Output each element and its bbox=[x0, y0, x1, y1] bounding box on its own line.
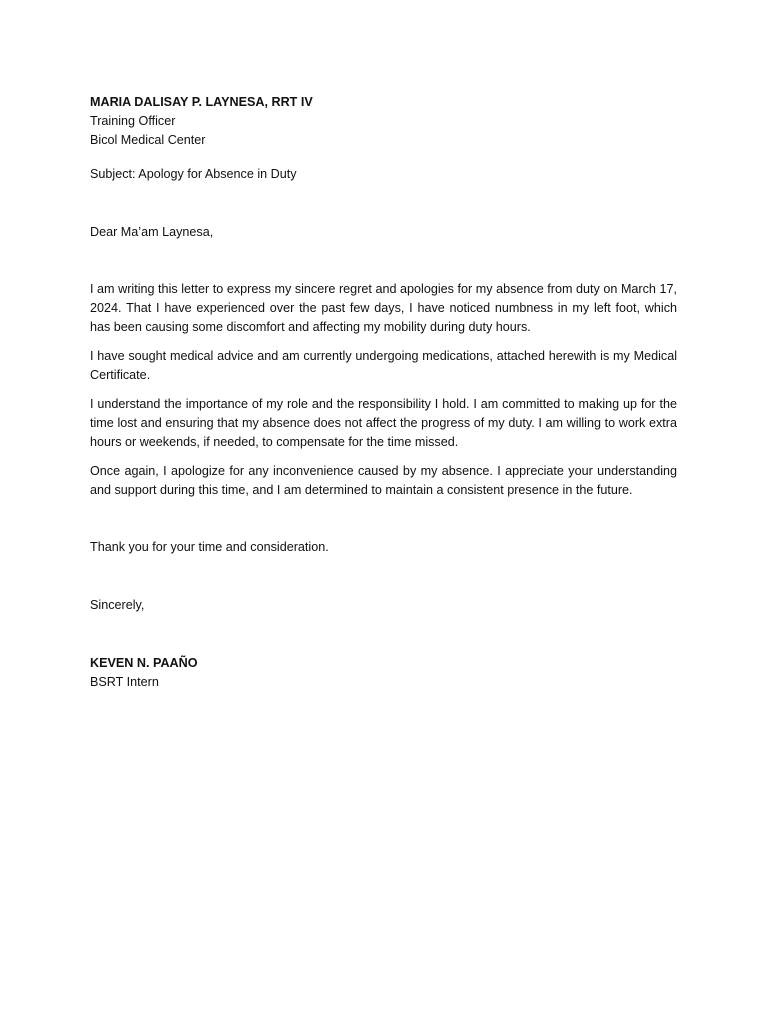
letter-paragraphs bbox=[90, 280, 677, 500]
paragraph: I understand the importance of my role and the responsibility I hold. I am committed to making up for the time lost and ensuring that my absence does not affect the progress of my duty. I am willing to work extra hours or weekends, if needed, to compensate for the time missed. bbox=[90, 397, 677, 449]
letter-body bbox=[90, 93, 677, 692]
paragraph: Once again, I apologize for any inconvenience caused by my absence. I appreciate your understanding and support during this time, and I am determined to maintain a consistent presence in the future. bbox=[90, 464, 677, 497]
subject-text: Subject: Apology for Absence in Duty bbox=[90, 167, 297, 181]
salutation bbox=[90, 223, 677, 242]
recipient-name: MARIA DALISAY P. LAYNESA, RRT IV bbox=[90, 95, 313, 109]
closing-text: Sincerely, bbox=[90, 598, 145, 612]
recipient-title: Training Officer bbox=[90, 114, 176, 128]
salutation-text: Dear Ma’am Laynesa, bbox=[90, 225, 214, 239]
paragraph: I am writing this letter to express my sincere regret and apologies for my absence from duty on March 17, 2024. That I have experienced over the past few days, I have noticed numbness in my left foot, which has been causing some discomfort and affecting my mobility during duty hours. bbox=[90, 282, 677, 334]
recipient-organization: Bicol Medical Center bbox=[90, 133, 206, 147]
thanks-line bbox=[90, 538, 677, 557]
recipient-block bbox=[90, 93, 677, 150]
thanks-text: Thank you for your time and consideration. bbox=[90, 540, 329, 554]
signature-block bbox=[90, 654, 677, 692]
signer-name: KEVEN N. PAAÑO bbox=[90, 656, 198, 670]
closing bbox=[90, 596, 677, 615]
subject-line bbox=[90, 165, 677, 184]
paragraph: I have sought medical advice and am currently undergoing medications, attached herewith is my Medical Certificate. bbox=[90, 349, 677, 382]
signer-title: BSRT Intern bbox=[90, 675, 159, 689]
